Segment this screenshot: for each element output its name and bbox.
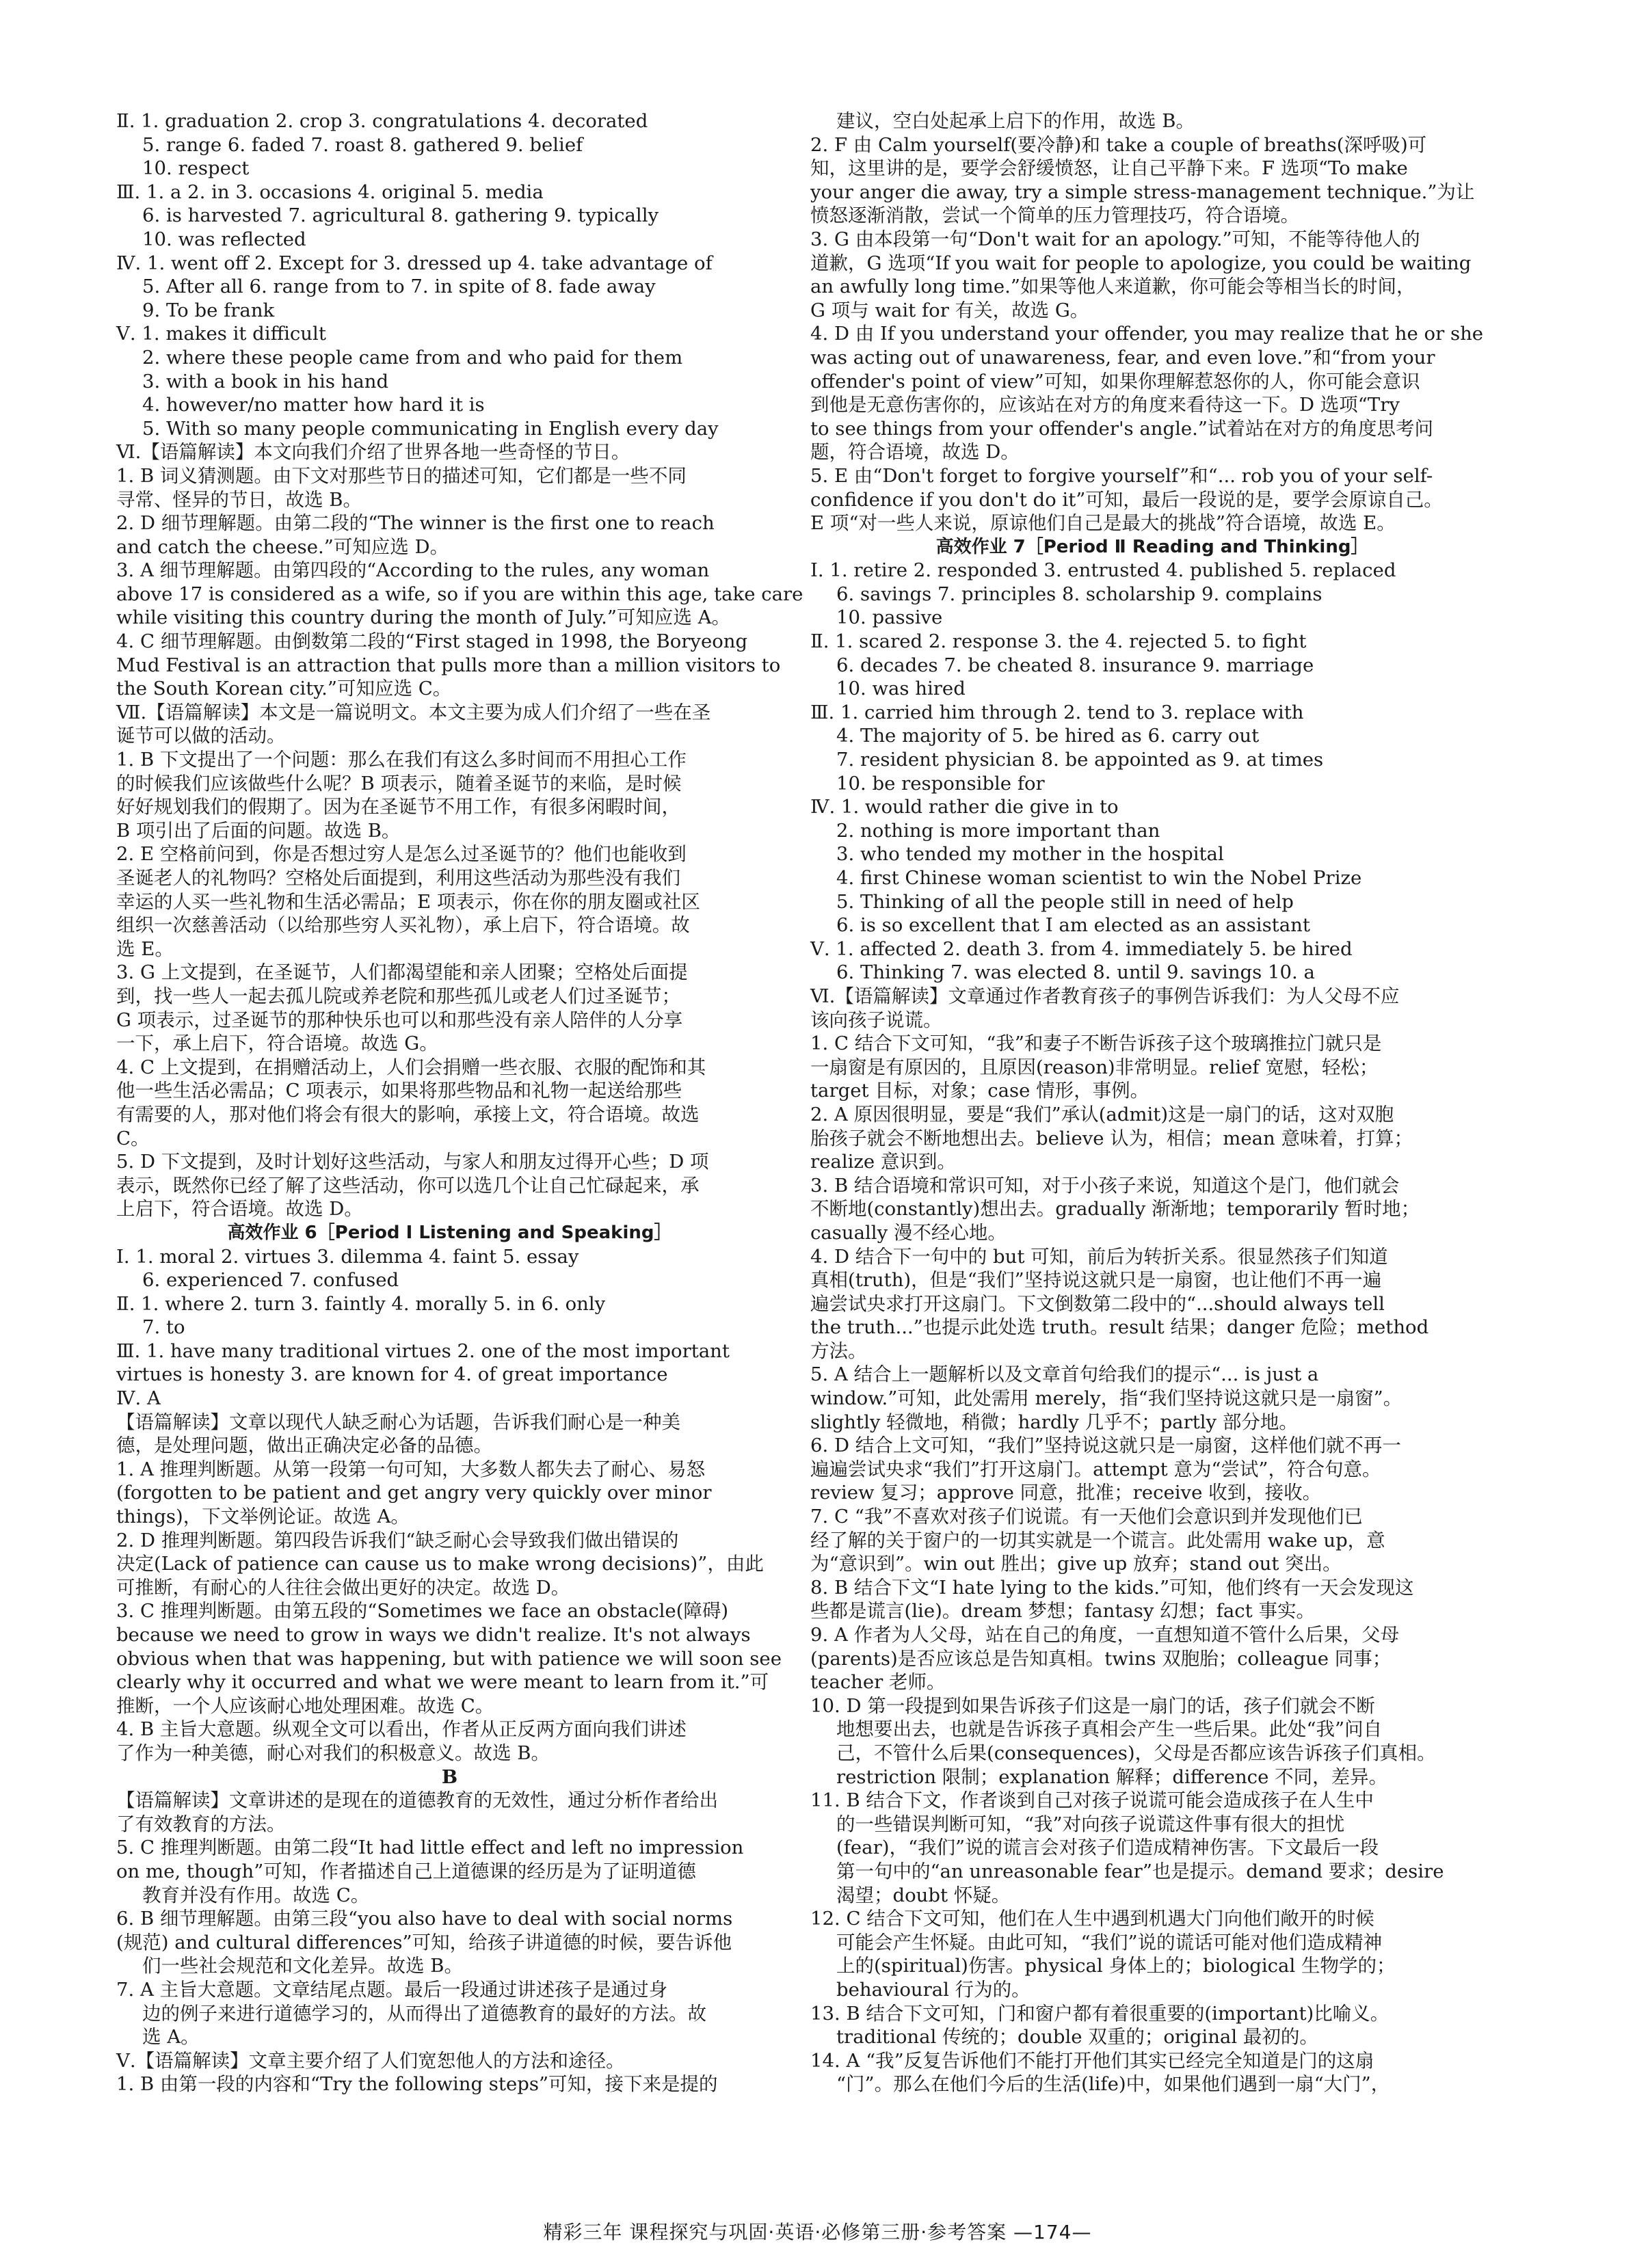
- text-line: 3. A 细节理解题。由第四段的“According to the rules, any woman: [116, 559, 710, 582]
- text-line: 2. A 原因很明显，要是“我们”承认(admit)这是一扇门的话，这对双胞: [810, 1103, 1394, 1125]
- text-line: 10. passive: [836, 606, 943, 629]
- text-line: 5. E 由“Don't forget to forgive yourself”和“... rob you of your self-: [810, 464, 1433, 487]
- text-line: G 项表示，过圣诞节的那种快乐也可以和那些没有亲人陪伴的人分享: [116, 1009, 683, 1031]
- text-line: Ⅲ. 1. a 2. in 3. occasions 4. original 5. media: [116, 181, 544, 203]
- text-line: because we need to grow in ways we didn't realize. It's not always: [116, 1624, 751, 1646]
- text-line: 3. who tended my mother in the hospital: [836, 843, 1224, 866]
- text-line: Ⅰ. 1. retire 2. responded 3. entrusted 4. published 5. replaced: [810, 559, 1396, 582]
- text-line: 14. A “我”反复告诉他们不能打开他们其实已经完全知道是门的这扇: [810, 2049, 1374, 2072]
- text-line: 10. D 第一段提到如果告诉孩子们这是一扇门的话，孩子们就会不断: [810, 1694, 1375, 1717]
- text-line: 【语篇解读】文章讲述的是现在的道德教育的无效性，通过分析作者给出: [116, 1789, 718, 1812]
- text-line: 2. D 推理判断题。第四段告诉我们“缺乏耐心会导致我们做出错误的: [116, 1529, 679, 1551]
- text-line: 1. A 推理判断题。从第一段第一句可知，大多数人都失去了耐心、易怒: [116, 1458, 706, 1480]
- text-line: 13. B 结合下文可知，门和窗户都有着很重要的(important)比喻义。: [810, 2002, 1390, 2025]
- text-line: 6. is so excellent that I am elected as an assistant: [836, 914, 1310, 937]
- text-line: Ⅳ. 1. would rather die give in to: [810, 796, 1119, 818]
- text-line: 6. is harvested 7. agricultural 8. gathering 9. typically: [142, 204, 659, 227]
- text-line: 1. B 由第一段的内容和“Try the following steps”可知，接下来是提的: [116, 2073, 718, 2096]
- text-line: realize 意识到。: [810, 1151, 956, 1173]
- text-line: 7. C “我”不喜欢对孩子们说谎。有一天他们会意识到并发现他们已: [810, 1506, 1363, 1528]
- text-line: 6. decades 7. be cheated 8. insurance 9. marriage: [836, 654, 1314, 676]
- left-answer-column: [116, 109, 803, 2096]
- text-line: 9. To be frank: [142, 299, 275, 321]
- text-line: 4. C 上文提到，在捐赠活动上，人们会捐赠一些衣服、衣服的配饰和其: [116, 1056, 706, 1078]
- text-line: 6. experienced 7. confused: [142, 1269, 399, 1292]
- text-line: 10. respect: [142, 157, 250, 180]
- text-line: 诞节可以做的活动。: [116, 725, 286, 747]
- text-line: 第一句中的“an unreasonable fear”也是提示。demand 要求；desire: [836, 1860, 1444, 1882]
- text-line: confidence if you don't do it”可知，最后一段说的是，要学会原谅自己。: [810, 488, 1443, 511]
- text-line: Ⅴ.【语篇解读】文章主要介绍了人们宽恕他人的方法和途径。: [116, 2049, 625, 2072]
- text-line: 4. C 细节理解题。由倒数第二段的“First staged in 1998, the Boryeong: [116, 630, 748, 653]
- text-line: target 目标，对象；case 情形，事例。: [810, 1080, 1149, 1102]
- text-line: Ⅱ. 1. scared 2. response 3. the 4. rejected 5. to fight: [810, 630, 1307, 653]
- text-line: 2. E 空格前问到，你是否想过穷人是怎么过圣诞节的？他们也能收到: [116, 843, 687, 866]
- text-line: 3. C 推理判断题。由第五段的“Sometimes we face an obstacle(障碍): [116, 1600, 729, 1623]
- text-line: (fear)，“我们”说的谎言会对孩子们造成精神伤害。下文最后一段: [836, 1837, 1379, 1859]
- text-line: 一扇窗是有原因的，且原因(reason)非常明显。relief 宽慰，轻松；: [810, 1056, 1379, 1078]
- text-line: 4. however/no matter how hard it is: [142, 394, 485, 416]
- text-line: 的时候我们应该做些什么呢？B 项表示，随着圣诞节的来临，是时候: [116, 772, 682, 795]
- text-line: 10. was reflected: [142, 228, 306, 250]
- text-line: 决定(Lack of patience can cause us to make wrong decisions)”，由此: [116, 1553, 764, 1575]
- text-line: 渴望；doubt 怀疑。: [836, 1884, 1011, 1906]
- text-line: Ⅳ. 1. went off 2. Except for 3. dressed up 4. take advantage of: [116, 252, 713, 274]
- text-line: Ⅵ.【语篇解读】文章通过作者教育孩子的事例告诉我们：为人父母不应: [810, 985, 1400, 1007]
- text-line: E 项“对一些人来说，原谅他们自己是最大的挑战”符合语境，故选 E。: [810, 512, 1396, 535]
- text-line: offender's point of view”可知，如果你理解惹怒你的人，你可能会意识: [810, 370, 1420, 392]
- text-line: 题，符合语境，故选 D。: [810, 441, 1020, 464]
- text-line: B 项引出了后面的问题。故选 B。: [116, 819, 401, 842]
- text-line: 10. was hired: [836, 678, 966, 700]
- text-line: 可能会产生怀疑。由此可知，“我们”说的谎话可能对他们造成精神: [836, 1931, 1383, 1953]
- text-line: 5. Thinking of all the people still in need of help: [836, 890, 1294, 913]
- text-line: 选 A。: [142, 2026, 200, 2049]
- text-line: 3. G 上文提到，在圣诞节，人们都渴望能和亲人团聚；空格处后面提: [116, 961, 688, 984]
- text-line: clearly why it occurred and what we were meant to learn from it.”可: [116, 1671, 769, 1694]
- text-line: above 17 is considered as a wife, so if you are within this age, take care: [116, 583, 803, 605]
- text-line: 了有效教育的方法。: [116, 1813, 286, 1835]
- text-line: Ⅴ. 1. makes it difficult: [116, 323, 326, 345]
- text-line: 寻常、怪异的节日，故选 B。: [116, 488, 362, 511]
- text-line: teacher 老师。: [810, 1671, 946, 1694]
- text-line: G 项与 wait for 有关，故选 G。: [810, 299, 1089, 321]
- text-line: 推断，一个人应该耐心地处理困难。故选 C。: [116, 1694, 494, 1717]
- text-line: 圣诞老人的礼物吗？空格处后面提到，利用这些活动为那些没有我们: [116, 867, 680, 889]
- text-line: and catch the cheese.”可知应选 D。: [116, 535, 449, 558]
- text-line: 5. A 结合上一题解析以及文章首句给我们的提示“... is just a: [810, 1363, 1319, 1386]
- text-line: 3. G 由本段第一句“Don't wait for an apology.”可知，不能等待他人的: [810, 228, 1420, 250]
- text-line: Ⅵ.【语篇解读】本文向我们介绍了世界各地一些奇怪的节日。: [116, 441, 630, 464]
- text-line: 5. D 下文提到，及时计划好这些活动，与家人和朋友过得开心些；D 项: [116, 1151, 709, 1173]
- text-line: 好好规划我们的假期了。因为在圣诞节不用工作，有很多闲暇时间，: [116, 796, 680, 818]
- text-line: 4. first Chinese woman scientist to win the Nobel Prize: [836, 867, 1362, 889]
- text-line: traditional 传统的；double 双重的；original 最初的。: [836, 2026, 1318, 2049]
- text-line: 上启下，符合语境。故选 D。: [116, 1198, 363, 1220]
- text-line: 到，找一些人一起去孤儿院或养老院和那些孤儿或老人们过圣诞节；: [116, 985, 680, 1007]
- text-line: 1. C 结合下文可知，“我”和妻子不断告诉孩子这个玻璃推拉门就只是: [810, 1032, 1382, 1055]
- text-line: 遍尝试央求打开这扇门。下文倒数第二段中的“...should always tell: [810, 1292, 1385, 1315]
- text-line: 些都是谎言(lie)。dream 梦想；fantasy 幻想；fact 事实。: [810, 1600, 1315, 1623]
- text-line: behavioural 行为的。: [836, 1978, 1031, 2001]
- text-line: the South Korean city.”可知应选 C。: [116, 678, 452, 700]
- text-line: 2. where these people came from and who paid for them: [142, 346, 683, 369]
- text-line: on me, though”可知，作者描述自己上道德课的经历是为了证明道德: [116, 1860, 696, 1882]
- text-line: 3. B 结合语境和常识可知，对于小孩子来说，知道这个是门，他们就会: [810, 1174, 1400, 1197]
- text-line: 了作为一种美德，耐心对我们的积极意义。故选 B。: [116, 1742, 550, 1764]
- text-line: 【语篇解读】文章以现代人缺乏耐心为话题，告诉我们耐心是一种美: [116, 1411, 680, 1433]
- text-line: 己，不管什么后果(consequences)，父母是否都应该告诉孩子们真相。: [836, 1742, 1436, 1764]
- section-heading: 高效作业 6［Period Ⅰ Listening and Speaking］: [227, 1222, 672, 1243]
- text-line: 3. with a book in his hand: [142, 370, 389, 392]
- text-line: was acting out of unawareness, fear, and even love.”和“from your: [810, 346, 1435, 369]
- text-line: 表示，既然你已经了解了这些活动，你可以选几个让自己忙碌起来，承: [116, 1174, 700, 1197]
- text-line: an awfully long time.”如果等他人来道歉，你可能会等相当长的时间，: [810, 276, 1415, 298]
- text-line: review 复习；approve 同意，批准；receive 收到，接收。: [810, 1482, 1322, 1504]
- text-line: your anger die away, try a simple stress-management technique.”为让: [810, 181, 1475, 203]
- text-line: 真相(truth)，但是“我们”坚持说这就只是一扇窗，也让他们不再一遍: [810, 1269, 1382, 1292]
- text-line: window.”可知，此处需用 merely，指“我们坚持说这就只是一扇窗”。: [810, 1387, 1403, 1410]
- text-line: 道歉，G 选项“If you wait for people to apologize, you could be waiting: [810, 252, 1472, 274]
- page-footer: 精彩三年 课程探究与巩固·英语·必修第三册·参考答案 —174—: [543, 2221, 1092, 2243]
- text-line: 的一些错误判断可知，“我”对向孩子说谎这件事有很大的担忧: [836, 1813, 1345, 1835]
- text-line: 4. D 结合下一句中的 but 可知，前后为转折关系。很显然孩子们知道: [810, 1245, 1388, 1268]
- text-line: 7. A 主旨大意题。文章结尾点题。最后一段通过讲述孩子是通过身: [116, 1978, 668, 2001]
- text-line: Ⅰ. 1. moral 2. virtues 3. dilemma 4. faint 5. essay: [116, 1245, 579, 1268]
- text-line: Ⅲ. 1. have many traditional virtues 2. one of the most important: [116, 1339, 730, 1362]
- right-answer-column: [810, 109, 1494, 2096]
- text-line: 7. to: [142, 1316, 185, 1339]
- text-line: 有需要的人，那对他们将会有很大的影响，承接上文，符合语境。故选: [116, 1103, 700, 1125]
- text-line: 选 E。: [116, 937, 174, 960]
- text-line: things)，下文举例论证。故选 A。: [116, 1506, 410, 1528]
- text-line: (forgotten to be patient and get angry very quickly over minor: [116, 1482, 712, 1504]
- text-line: 2. D 细节理解题。由第二段的“The winner is the first one to reach: [116, 512, 715, 535]
- text-line: 4. B 主旨大意题。纵观全文可以看出，作者从正反两方面向我们讲述: [116, 1718, 687, 1741]
- text-line: 4. The majority of 5. be hired as 6. carry out: [836, 725, 1260, 747]
- text-line: 1. B 下文提出了一个问题：那么在我们有这么多时间而不用担心工作: [116, 749, 687, 771]
- text-line: 该向孩子说谎。: [810, 1009, 942, 1031]
- text-line: 12. C 结合下文可知，他们在人生中遇到机遇大门向他们敞开的时候: [810, 1908, 1374, 1930]
- text-line: 5. range 6. faded 7. roast 8. gathered 9. belief: [142, 133, 583, 156]
- text-line: 地想要出去，也就是告诉孩子真相会产生一些后果。此处“我”问自: [836, 1718, 1383, 1741]
- text-line: C。: [116, 1127, 150, 1149]
- text-line: Ⅲ. 1. carried him through 2. tend to 3. replace with: [810, 701, 1304, 723]
- text-line: Ⅳ. A: [116, 1387, 161, 1410]
- text-line: 9. A 作者为人父母，站在自己的角度，一直想知道不管什么后果，父母: [810, 1624, 1400, 1646]
- text-line: Mud Festival is an attraction that pulls more than a million visitors to: [116, 654, 781, 676]
- text-line: (规范) and cultural differences”可知，给孩子讲道德的时候，要告诉他: [116, 1931, 732, 1953]
- text-line: 边的例子来进行道德学习的，从而得出了道德教育的最好的方法。故: [142, 2002, 706, 2025]
- text-line: obvious when that was happening, but with patience we will soon see: [116, 1647, 782, 1670]
- text-line: 幸运的人买一些礼物和生活必需品；E 项表示，你在你的朋友圈或社区: [116, 890, 700, 913]
- text-line: 为“意识到”。win out 胜出；give up 放弃；stand out 突出。: [810, 1553, 1342, 1575]
- text-line: 不断地(constantly)想出去。gradually 渐渐地；temporarily 暂时地；: [810, 1198, 1420, 1220]
- text-line: 5. C 推理判断题。由第二段“It had little effect and left no impression: [116, 1837, 744, 1859]
- text-line: B: [441, 1765, 458, 1788]
- text-line: casually 漫不经心地。: [810, 1221, 1007, 1244]
- text-line: Ⅱ. 1. graduation 2. crop 3. congratulations 4. decorated: [116, 110, 648, 132]
- text-line: 上的(spiritual)伤害。physical 身体上的；biological 生物学的；: [836, 1955, 1396, 1977]
- text-line: 到他是无意伤害你的，应该站在对方的角度来看待这一下。D 选项“Try: [810, 394, 1400, 416]
- text-line: the truth...”也提示此处选 truth。result 结果；danger 危险；method: [810, 1316, 1429, 1339]
- text-line: “门”。那么在他们今后的生活(life)中，如果他们遇到一扇“大门”，: [836, 2073, 1390, 2096]
- text-line: Ⅴ. 1. affected 2. death 3. from 4. immediately 5. be hired: [810, 937, 1353, 960]
- text-line: 4. D 由 If you understand your offender, you may realize that he or she: [810, 323, 1484, 345]
- text-line: 胎孩子就会不断地想出去。believe 认为，相信；mean 意味着，打算；: [810, 1127, 1413, 1149]
- text-line: 一下，承上启下，符合语境。故选 G。: [116, 1032, 438, 1055]
- text-line: Ⅱ. 1. where 2. turn 3. faintly 4. morally 5. in 6. only: [116, 1292, 606, 1315]
- text-line: 7. resident physician 8. be appointed as 9. at times: [836, 749, 1324, 771]
- text-line: restriction 限制；explanation 解释；difference 不同，差异。: [836, 1765, 1388, 1788]
- section-heading: 高效作业 7［Period Ⅱ Reading and Thinking］: [935, 536, 1369, 557]
- text-line: (parents)是否应该总是告知真相。twins 双胞胎；colleague 同事；: [810, 1647, 1392, 1670]
- text-line: 10. be responsible for: [836, 772, 1045, 795]
- text-line: 8. B 结合下文“I hate lying to the kids.”可知，他们终有一天会发现这: [810, 1576, 1414, 1599]
- text-line: slightly 轻微地，稍微；hardly 几乎不；partly 部分地。: [810, 1411, 1298, 1433]
- text-line: 知，这里讲的是，要学会舒缓愤怒，让自己平静下来。F 选项“To make: [810, 157, 1408, 180]
- text-line: 2. nothing is more important than: [836, 819, 1160, 842]
- text-line: 他一些生活必需品；C 项表示，如果将那些物品和礼物一起送给那些: [116, 1080, 682, 1102]
- text-line: 6. Thinking 7. was elected 8. until 9. savings 10. a: [836, 961, 1315, 984]
- text-line: 可推断，有耐心的人往往会做出更好的决定。故选 D。: [116, 1576, 570, 1599]
- text-line: while visiting this country during the month of July.”可知应选 A。: [116, 606, 730, 629]
- text-line: 们一些社会规范和文化差异。故选 B。: [142, 1955, 463, 1977]
- text-line: Ⅶ.【语篇解读】本文是一篇说明文。本文主要为成人们介绍了一些在圣: [116, 701, 711, 723]
- text-line: 6. B 细节理解题。由第三段“you also have to deal with social norms: [116, 1908, 733, 1930]
- text-line: to see things from your offender's angle.”试着站在对方的角度思考问: [810, 417, 1433, 440]
- text-line: 经了解的关于窗户的一切其实就是一个谎言。此处需用 wake up，意: [810, 1529, 1385, 1551]
- text-line: 2. F 由 Calm yourself(要冷静)和 take a couple of breaths(深呼吸)可: [810, 133, 1427, 156]
- text-line: 1. B 词义猜测题。由下文对那些节日的描述可知，它们都是一些不同: [116, 464, 687, 487]
- text-line: 5. After all 6. range from to 7. in spite of 8. fade away: [142, 276, 656, 298]
- text-line: 6. D 结合上文可知，“我们”坚持说这就只是一扇窗，这样他们就不再一: [810, 1435, 1401, 1457]
- text-line: 德，是处理问题，做出正确决定必备的品德。: [116, 1435, 492, 1457]
- text-line: 11. B 结合下文，作者谈到自己对孩子说谎可能会造成孩子在人生中: [810, 1789, 1374, 1812]
- text-line: 教育并没有作用。故选 C。: [142, 1884, 370, 1906]
- text-line: 愤怒逐渐消散，尝试一个简单的压力管理技巧，符合语境。: [810, 204, 1299, 227]
- text-line: 6. savings 7. principles 8. scholarship 9. complains: [836, 583, 1322, 605]
- text-line: 5. With so many people communicating in English every day: [142, 417, 719, 440]
- text-line: 建议，空白处起承上启下的作用，故选 B。: [836, 110, 1195, 132]
- text-line: virtues is honesty 3. are known for 4. of great importance: [116, 1363, 668, 1386]
- text-line: 组织一次慈善活动（以给那些穷人买礼物），承上启下，符合语境。故: [116, 914, 690, 937]
- text-line: 遍遍尝试央求“我们”打开这扇门。attempt 意为“尝试”，符合句意。: [810, 1458, 1381, 1480]
- text-line: 方法。: [810, 1339, 867, 1362]
